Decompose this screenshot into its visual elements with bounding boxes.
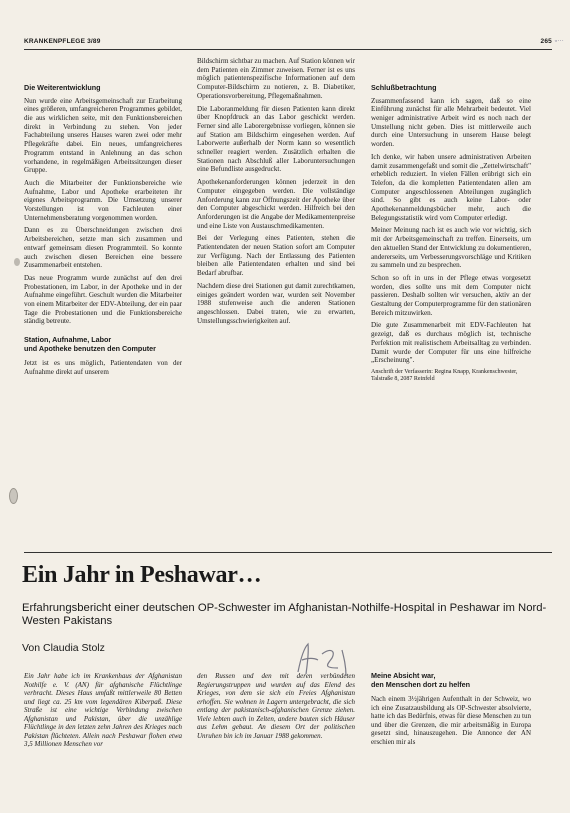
paragraph: Dann es zu Überschneidungen zwischen drei Arbeitsbereichen, setzte man sich zusammen und entwarf gemeinsam diesen Programmteil. So konnte auch zwischen diesen Bereichen eine bessere Zusammenarbeit entstehen.: [24, 226, 182, 270]
paragraph: Bildschirm sichtbar zu machen. Auf Station können wir dem Patienten ein Zimmer zuweisen. Ferner ist es uns möglich patientenspezifische Informationen auf dem Computer-Bildschirm zu notieren, z. B. Diabetiker, Operationsvorbereitung, Pflegemaßnahmen.: [197, 57, 356, 100]
column-2: [197, 57, 355, 329]
punch-hole: [9, 488, 18, 504]
paragraph: Ich denke, wir haben unsere administrativen Arbeiten damit zusammengefaßt und somit die „Zettelwirtschaft" erheblich reduziert. In vielen Fällen erübrigt sich ein Telefon, da die kompletten Patientendaten allen am Computer angeschlossenen Abteilungen zugänglich sind. So gibt es auch keine Labor- oder Apothekenanmeldungsbücher mehr, auch die Belegungsstatistik wird vom Computer erledigt.: [371, 152, 531, 222]
lead-column-2: [197, 672, 355, 744]
paragraph: Die gute Zusammenarbeit mit EDV-Fachleuten hat gezeigt, daß es durchaus möglich ist, technische Perfektion mit realistischem Arbeitsalltag zu verbinden. Damit wurde der Computer für uns eine hilfreiche „Erscheinung".: [371, 321, 531, 365]
lead-column-1: [24, 672, 182, 753]
paragraph: Nach einem 3½jährigen Aufenthalt in der Schweiz, wo ich eine Zusatzausbildung als OP-Schwester absolvierte, hatte ich das Bedürfnis, etwas für diese Menschen zu tun und über die Grenzen, die mir arbeitsmäßig in Europa gesetzt sind, hinauszugehen. Die Annonce der AN erschien mir als: [371, 695, 531, 746]
punch-hole-mark: [14, 258, 20, 266]
article-author: Von Claudia Stolz: [22, 642, 105, 654]
lead-paragraph: Ein Jahr habe ich im Krankenhaus der Afghanistan Nothilfe e. V. (AN) für afghanische Flüchtlinge verbracht. Dieses Haus umfaßt mittlerweile 80 Betten und liegt ca. 25 km vom legendären Kiberpaß. Diese Straße ist eine wichtige Verbindung zwischen Afghanistan und Pakistan, über die unzählige Flüchtlinge in den letzten zehn Jahren des Krieges nach Pakistan flüchteten. Allein nach Peshawar flohen etwa 3,5 Millionen Menschen vor: [24, 672, 182, 748]
section-heading: Die Weiterentwicklung: [24, 83, 101, 92]
article-title: Ein Jahr in Peshawar…: [22, 562, 262, 588]
lead-paragraph: den Russen und den mit deren verbündeten Regierungstruppen und wurden auf das Elend des Krieges, von dem sie sich ein Freies Afghanistan erhoffen. Sie wohnen in Lagern untergebracht, die sich entlang der pakistanisch-afghanischen Grenze ziehen. Viele lebten auch in Zelten, andere bauten sich Häuser aus Lehm gebaut. An diesem Ort der politischen Unruhen bin ich im Januar 1988 gekommen.: [197, 672, 355, 740]
paragraph: Nun wurde eine Arbeitsgemeinschaft zur Erarbeitung eines größeren, umfangreicheren Programmes gebildet, die aus wirklichen seite, mit den Funktionsbereichen direkt in Verbindung zu stehen. Von jeder Fachabteilung unseres Hauses waren zwei oder mehr Pflegekräfte dabei. Ein neues, umfangreicheres Programm entstand in Anlehnung an das schon vorhandene, in regelmäßigen Arbeitssitzungen dieser Gruppe.: [24, 96, 182, 175]
author-address: Anschrift der Verfasserin: Regina Knapp, Krankenschwester, Talstraße 8, 2087 Reinfeld: [371, 368, 518, 383]
section-heading: und Apotheke benutzen den Computer: [24, 343, 156, 353]
paragraph: Das neue Programm wurde zunächst auf den drei Probestationen, im Labor, in der Apotheke und in der Aufnahme eingeführt. Geschult wurden die Mitarbeiter von einem Mitarbeiter der EDV-Abteilung, der ein paar Tage die Probestationen und die Funktionsbereiche ständig betreute.: [24, 273, 182, 326]
section-heading: Station, Aufnahme, Labor: [24, 335, 112, 345]
header-rule: [24, 49, 552, 50]
page-number: 265: [540, 38, 552, 45]
running-header: [24, 38, 552, 48]
column-1: [24, 84, 182, 381]
section-heading: Schlußbetrachtung: [371, 83, 437, 92]
section-heading: Meine Absicht war,: [371, 671, 436, 680]
paragraph: Bei der Verlegung eines Patienten, stehen die Patientendaten der neuen Station sofort am Computer zur Verfügung. Nach der Entlassung des Patienten bleiben alle Patientendaten erhalten und sind bei Bedarf abrufbar.: [197, 234, 355, 278]
article-divider: [24, 552, 552, 553]
paragraph: Schon so oft in uns in der Pflege etwas vorgesetzt worden, dies sollte uns mit dem Computer nicht passieren. Deshalb sollten wir versuchen, aktiv an der Gestaltung der Computerprogramme für den stationären Bereich mitzuwirken.: [371, 273, 531, 317]
paragraph: Meiner Meinung nach ist es auch wie vor wichtig, sich mit der Arbeitsgemeinschaft zu treffen. Einerseits, um den aktuellen Stand der Entwicklung zu dokumentieren, andererseits, um Verbesserungsvorschläge und Kritiken zu sammeln und zu besprechen.: [371, 226, 531, 270]
paragraph: Auch die Mitarbeiter der Funktionsbereiche wie Aufnahme, Labor und Apotheke erarbeiteten ihr eigenes Arbeitsprogramm. Die Umsetzung unserer Vorstellungen ist von Fachleuten einer Unternehmensberatung vorgenommen worden.: [24, 178, 182, 222]
section-heading: den Menschen dort zu helfen: [371, 679, 471, 689]
paragraph: Jetzt ist es uns möglich, Patientendaten von der Aufnahme direkt auf unserem: [24, 359, 182, 377]
paragraph: Apothekenanforderungen können jederzeit in den Computer eingegeben werden. Die vollständige Anforderung kann zur Öffnungszeit der Apotheke über den Computer abgeschickt werden. Hilfreich bei den Anforderungen ist die Angabe der Medikamentenpreise und eine Liste von Austauschmedikamenten.: [197, 178, 355, 230]
pencil-mark: „…: [554, 36, 564, 43]
paragraph: Zusammenfassend kann ich sagen, daß so eine Einführung zunächst für alle Mehrarbeit bedeutet. Viel weniger administrative Arbeit wird es noch nach der Umstellung nicht geben. Dies ist mittlerweile auch durch eine Untersuchung in unserem Hause belegt worden.: [371, 96, 531, 149]
journal-issue: KRANKENPFLEGE 3/89: [24, 38, 101, 45]
column-3: [371, 84, 531, 383]
paragraph: Die Laboranmeldung für diesen Patienten kann direkt über Knopfdruck an das Labor geschickt werden. Ferner sind alle Laborergebnisse vorliegen, können sie auf Station am Bildschirm eingesehen werden. Auf Laborwerte außerhalb der Norm kann so wesentlich schneller reagiert werden. Zusätzlich erhalten die Stationen nach Abschluß aller Laboruntersuchungen eine Befundliste ausgedruckt.: [197, 104, 355, 174]
article-subtitle: Erfahrungsbericht einer deutschen OP-Schwester im Afghanistan-Nothilfe-Hospital in Peshawar im Nord-Westen Pakistans: [22, 602, 547, 627]
paragraph: Nachdem diese drei Stationen gut damit zurechtkamen, einiges geändert worden war, wurden seit November 1988 stufenweise auch die anderen Stationen angeschlossen. Dabei traten, wie zu erwarten, Umstellungsschwierigkeiten auf.: [197, 281, 355, 325]
article-column-3: [371, 672, 531, 750]
